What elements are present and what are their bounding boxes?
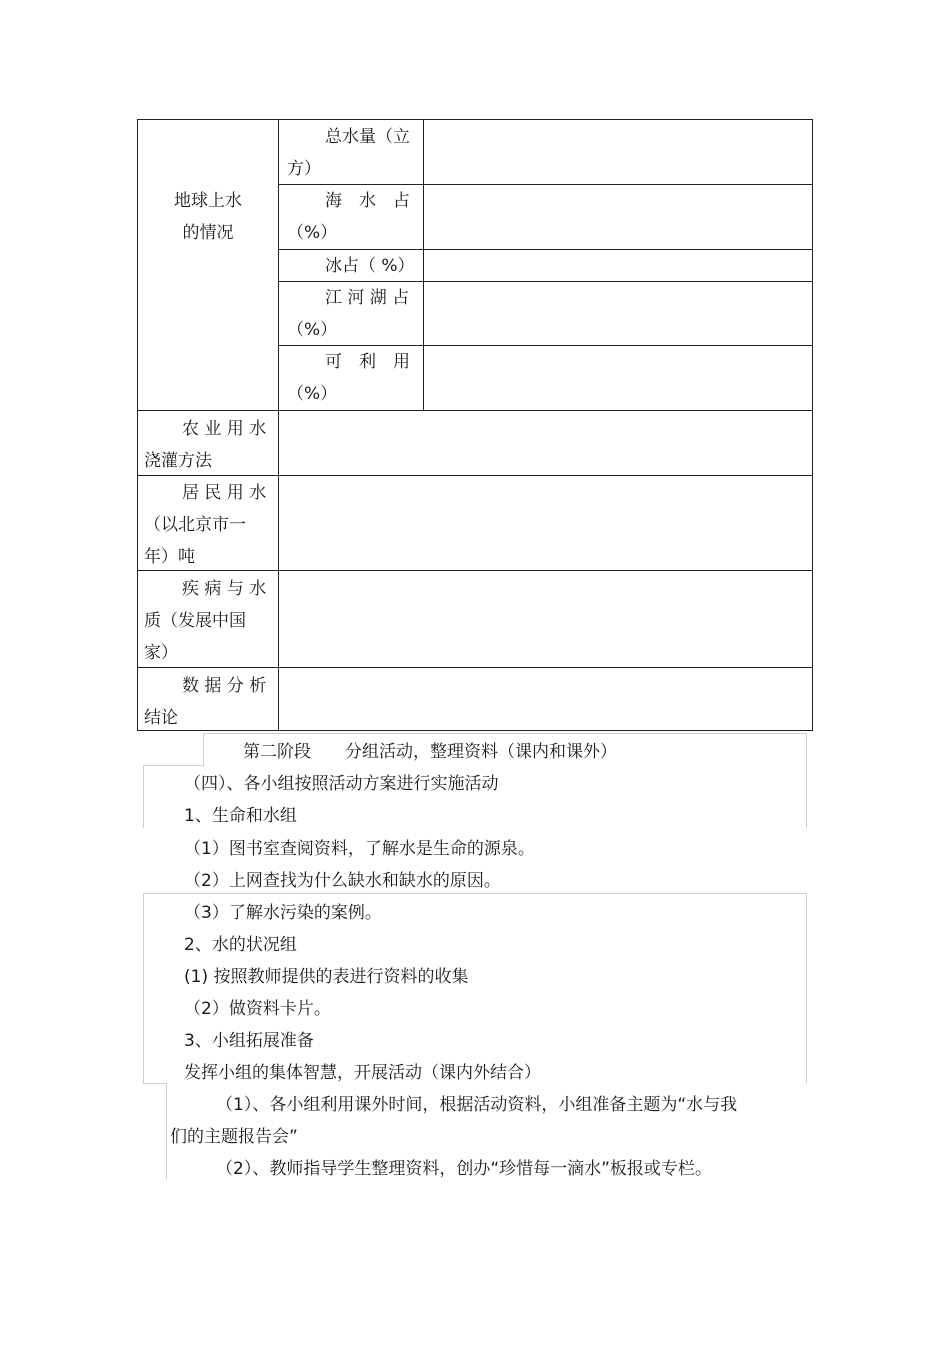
- scan-line: [143, 893, 144, 1083]
- sub-row-usable: 可 利 用 （%）: [287, 352, 410, 404]
- group-label: 地球上水 的情况: [174, 191, 242, 243]
- group3-item-cont: 们的主题报告会”: [170, 1127, 298, 1147]
- row-divider: [138, 410, 813, 411]
- water-data-table: [137, 119, 813, 731]
- scan-line: [166, 1083, 167, 1179]
- group2-item: （2）做资料卡片。: [184, 999, 331, 1019]
- row-data-analysis: 数 据 分 析 结论: [144, 676, 267, 728]
- col-divider: [423, 120, 424, 410]
- sub-row-seawater: 海 水 占 （%）: [287, 191, 410, 243]
- scan-line: [143, 765, 144, 828]
- stage-title: 第二阶段 分组活动，整理资料（课内和课外）: [243, 742, 617, 762]
- row-disease-water: 疾 病 与 水 质（发展中国 家）: [144, 579, 267, 663]
- row-agriculture: 农 业 用 水 浇灌方法: [144, 419, 267, 471]
- scan-line: [143, 1083, 166, 1084]
- group3-intro: 发挥小组的集体智慧，开展活动（课内外结合）: [184, 1063, 541, 1083]
- group1-item: （2）上网查找为什么缺水和缺水的原因。: [184, 871, 501, 891]
- sub-row-rivers-lakes: 江 河 湖 占 （%）: [287, 288, 410, 340]
- group2-item: (1) 按照教师提供的表进行资料的收集: [184, 967, 469, 987]
- col-divider: [278, 120, 279, 731]
- group1-item: （1）图书室查阅资料，了解水是生命的源泉。: [184, 839, 535, 859]
- group1-item: （3）了解水污染的案例。: [184, 903, 382, 923]
- section-heading: （四）、各小组按照活动方案进行实施活动: [184, 774, 499, 794]
- sub-row-ice: 冰占（ %）: [325, 256, 415, 276]
- group3-item: （2）、教师指导学生整理资料，创办“珍惜每一滴水”板报或专栏。: [216, 1159, 712, 1179]
- row-residential: 居 民 用 水 （以北京市一 年）吨: [144, 483, 267, 567]
- scan-line: [806, 893, 807, 1083]
- group3-item: （1）、各小组利用课外时间，根据活动资料，小组准备主题为“水与我: [216, 1095, 738, 1115]
- scan-line: [203, 733, 204, 765]
- sub-row-total-volume: 总水量（立 方）: [287, 127, 410, 179]
- group1-title: 1、生命和水组: [184, 806, 297, 826]
- scan-line: [143, 765, 204, 766]
- group3-title: 3、小组拓展准备: [184, 1031, 314, 1051]
- group2-title: 2、水的状况组: [184, 935, 297, 955]
- scan-line: [203, 733, 806, 734]
- scan-line: [806, 733, 807, 828]
